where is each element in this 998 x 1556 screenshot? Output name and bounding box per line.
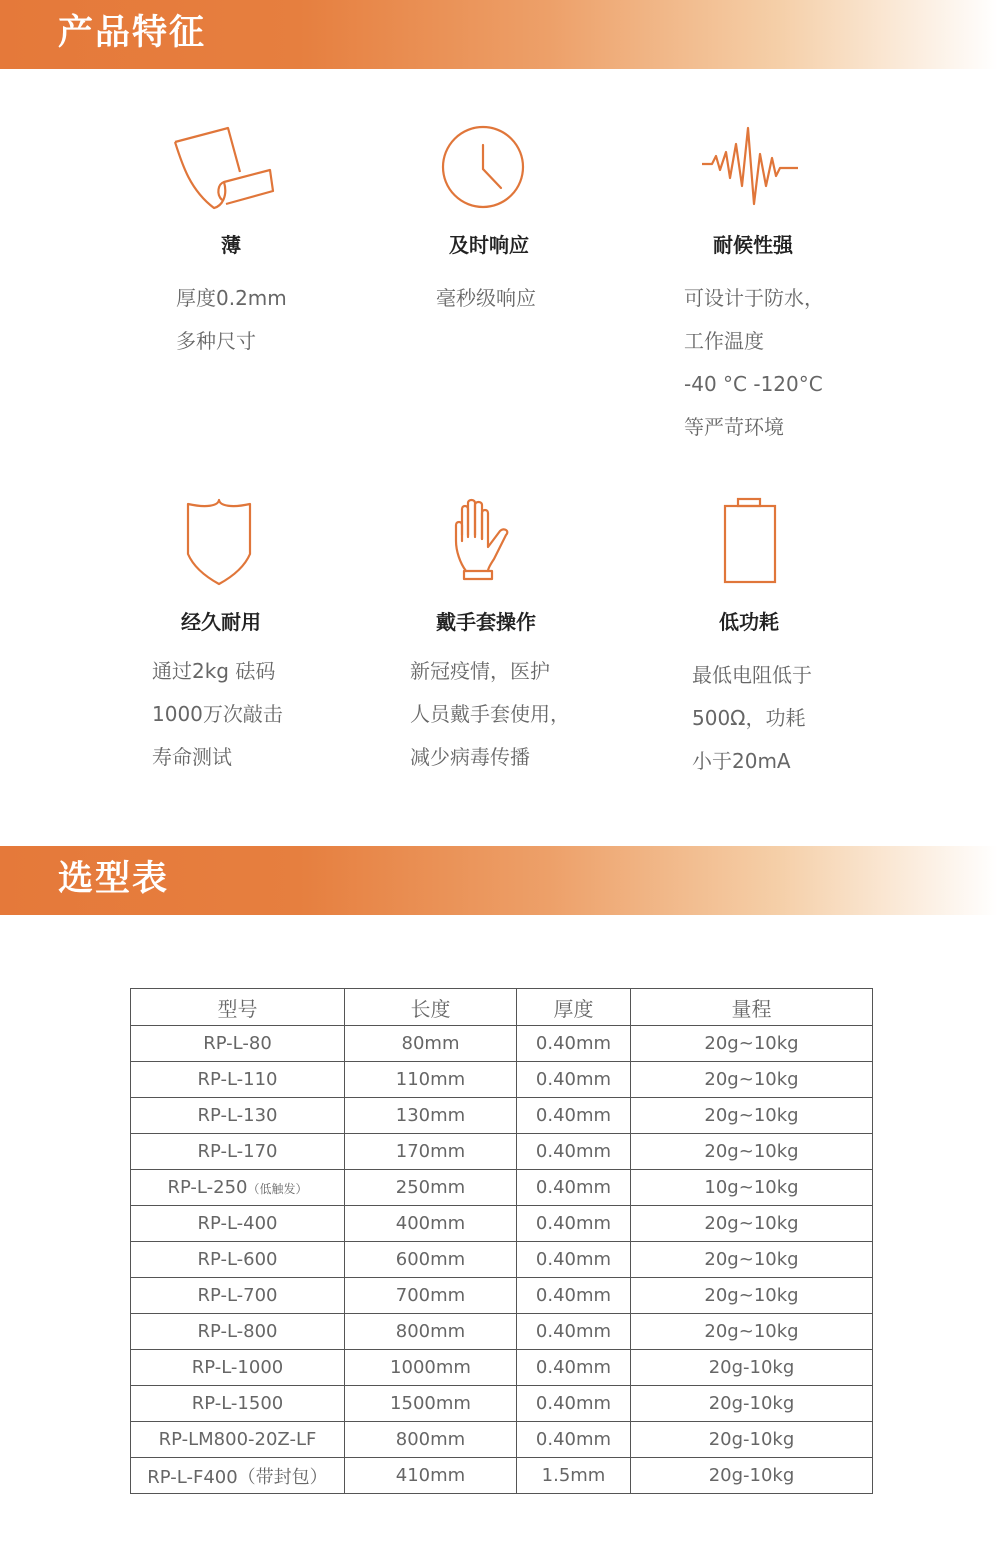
table-row	[131, 1134, 873, 1170]
table-row	[131, 1422, 873, 1458]
length-cell	[345, 1170, 517, 1206]
range-cell	[631, 1026, 873, 1062]
feature-desc-line: -40 °C -120°C	[684, 372, 823, 396]
range-text: 20g~10kg	[704, 1213, 799, 1234]
range-text: 20g~10kg	[704, 1105, 799, 1126]
thickness-text: 0.40mm	[535, 1285, 612, 1306]
feature-desc-line: 小于20mA	[692, 749, 791, 773]
length-cell	[345, 1206, 517, 1242]
length-cell	[345, 1134, 517, 1170]
feature-desc-line: 毫秒级响应	[436, 286, 536, 310]
feature-desc-weather	[684, 277, 824, 449]
table-row	[131, 1278, 873, 1314]
film-roll-icon	[170, 124, 276, 218]
thickness-cell	[517, 1386, 631, 1422]
model-text: RP-L-1000	[191, 1357, 284, 1378]
thickness-cell	[517, 1242, 631, 1278]
table-row	[131, 1062, 873, 1098]
length-text: 1000mm	[390, 1357, 471, 1378]
thickness-text: 0.40mm	[535, 1069, 612, 1090]
feature-desc-line: 等严苛环境	[684, 415, 784, 439]
thickness-text: 0.40mm	[535, 1357, 612, 1378]
range-text: 20g-10kg	[708, 1465, 795, 1486]
model-cell	[131, 1314, 345, 1350]
length-text: 110mm	[395, 1069, 466, 1090]
range-cell	[631, 1386, 873, 1422]
feature-desc-line: 多种尺寸	[176, 329, 256, 353]
model-text: RP-L-700	[197, 1285, 278, 1306]
range-text: 20g-10kg	[708, 1357, 795, 1378]
range-cell	[631, 1206, 873, 1242]
waveform-icon	[700, 124, 800, 214]
model-cell	[131, 1242, 345, 1278]
thickness-cell	[517, 1278, 631, 1314]
table-row	[131, 1098, 873, 1134]
model-cell	[131, 1026, 345, 1062]
feature-title-power: 低功耗	[719, 610, 779, 634]
thickness-cell	[517, 1422, 631, 1458]
feature-desc-thin	[176, 277, 287, 363]
range-text: 20g~10kg	[704, 1141, 799, 1162]
feature-title-response: 及时响应	[449, 233, 529, 257]
length-cell	[345, 1458, 517, 1494]
selection-table	[130, 988, 873, 1494]
length-cell	[345, 1386, 517, 1422]
range-text: 10g~10kg	[704, 1177, 799, 1198]
feature-desc-gloves	[410, 650, 570, 779]
length-cell	[345, 1026, 517, 1062]
thickness-text: 0.40mm	[535, 1429, 612, 1450]
model-cell	[131, 1422, 345, 1458]
model-cell	[131, 1458, 345, 1494]
feature-desc-line: 1000万次敲击	[152, 702, 283, 726]
feature-desc-line: 人员戴手套使用，	[410, 702, 570, 726]
range-cell	[631, 1134, 873, 1170]
model-text: RP-L-1500	[191, 1393, 284, 1414]
model-text: RP-L-F400（带封包）	[147, 1466, 328, 1488]
length-cell	[345, 1098, 517, 1134]
model-text: RP-L-400	[197, 1213, 278, 1234]
selection-section-title: 选型表	[58, 859, 170, 899]
range-cell	[631, 1242, 873, 1278]
glove-icon	[452, 497, 514, 589]
feature-desc-line: 新冠疫情，医护	[410, 659, 550, 683]
model-cell	[131, 1206, 345, 1242]
thickness-cell	[517, 1062, 631, 1098]
table-row	[131, 1458, 873, 1494]
length-text: 800mm	[395, 1429, 466, 1450]
thickness-cell	[517, 1170, 631, 1206]
length-cell	[345, 1242, 517, 1278]
thickness-cell	[517, 1458, 631, 1494]
clock-icon	[440, 124, 526, 214]
table-row	[131, 1386, 873, 1422]
thickness-cell	[517, 1350, 631, 1386]
model-text: RP-L-170	[197, 1141, 278, 1162]
header-thickness: 厚度	[517, 989, 631, 1026]
thickness-text: 0.40mm	[535, 1033, 612, 1054]
feature-desc-line: 最低电阻低于	[692, 663, 812, 687]
features-banner	[0, 0, 998, 69]
length-text: 410mm	[395, 1465, 466, 1486]
model-text: RP-L-80	[203, 1033, 272, 1054]
feature-title-weather: 耐候性强	[713, 233, 793, 257]
range-cell	[631, 1422, 873, 1458]
range-cell	[631, 1062, 873, 1098]
feature-desc-line: 减少病毒传播	[410, 745, 530, 769]
thickness-cell	[517, 1098, 631, 1134]
length-text: 80mm	[401, 1033, 460, 1054]
thickness-text: 0.40mm	[535, 1177, 612, 1198]
thickness-text: 1.5mm	[541, 1465, 606, 1486]
selection-banner	[0, 846, 998, 915]
feature-desc-line: 通过2kg 砝码	[152, 659, 276, 683]
thickness-text: 0.40mm	[535, 1249, 612, 1270]
features-section-title: 产品特征	[58, 13, 207, 53]
length-text: 400mm	[395, 1213, 466, 1234]
range-text: 20g~10kg	[704, 1033, 799, 1054]
model-text: RP-L-110	[197, 1069, 278, 1090]
thickness-text: 0.40mm	[535, 1321, 612, 1342]
feature-title-thin: 薄	[221, 233, 241, 257]
range-cell	[631, 1278, 873, 1314]
range-text: 20g~10kg	[704, 1069, 799, 1090]
model-text: RP-L-600	[197, 1249, 278, 1270]
length-text: 170mm	[395, 1141, 466, 1162]
model-note: （低触发）	[247, 1182, 308, 1196]
model-cell	[131, 1098, 345, 1134]
feature-title-durable: 经久耐用	[181, 610, 261, 634]
table-row	[131, 1314, 873, 1350]
thickness-cell	[517, 1206, 631, 1242]
thickness-text: 0.40mm	[535, 1141, 612, 1162]
feature-desc-line: 寿命测试	[152, 745, 232, 769]
model-cell	[131, 1278, 345, 1314]
feature-desc-power	[692, 654, 812, 783]
range-text: 20g-10kg	[708, 1393, 795, 1414]
range-cell	[631, 1458, 873, 1494]
length-text: 1500mm	[390, 1393, 471, 1414]
range-text: 20g~10kg	[704, 1249, 799, 1270]
range-text: 20g~10kg	[704, 1285, 799, 1306]
length-text: 800mm	[395, 1321, 466, 1342]
range-cell	[631, 1170, 873, 1206]
model-text: RP-L-800	[197, 1321, 278, 1342]
thickness-text: 0.40mm	[535, 1393, 612, 1414]
header-length: 长度	[345, 989, 517, 1026]
length-text: 130mm	[395, 1105, 466, 1126]
model-cell	[131, 1134, 345, 1170]
thickness-cell	[517, 1026, 631, 1062]
model-text: RP-LM800-20Z-LF	[158, 1429, 317, 1450]
range-text: 20g-10kg	[708, 1429, 795, 1450]
model-cell	[131, 1350, 345, 1386]
model-text: RP-L-130	[197, 1105, 278, 1126]
model-cell	[131, 1386, 345, 1422]
length-text: 250mm	[395, 1177, 466, 1198]
thickness-text: 0.40mm	[535, 1213, 612, 1234]
header-model: 型号	[131, 989, 345, 1026]
length-text: 700mm	[395, 1285, 466, 1306]
shield-icon	[184, 498, 254, 590]
range-cell	[631, 1350, 873, 1386]
length-cell	[345, 1062, 517, 1098]
feature-desc-line: 厚度0.2mm	[176, 286, 287, 310]
table-row	[131, 1026, 873, 1062]
header-range: 量程	[631, 989, 873, 1026]
length-cell	[345, 1278, 517, 1314]
table-row	[131, 1206, 873, 1242]
feature-desc-line: 500Ω，功耗	[692, 706, 806, 730]
table-row	[131, 1350, 873, 1386]
battery-icon	[722, 496, 778, 590]
feature-desc-response	[436, 277, 536, 320]
table-header-row	[131, 989, 873, 1026]
thickness-cell	[517, 1314, 631, 1350]
table-body	[131, 1026, 873, 1494]
table-row	[131, 1242, 873, 1278]
range-text: 20g~10kg	[704, 1321, 799, 1342]
length-cell	[345, 1314, 517, 1350]
model-cell	[131, 1170, 345, 1206]
table-row	[131, 1170, 873, 1206]
thickness-text: 0.40mm	[535, 1105, 612, 1126]
model-text: RP-L-250	[167, 1177, 248, 1198]
model-cell	[131, 1062, 345, 1098]
length-cell	[345, 1422, 517, 1458]
length-cell	[345, 1350, 517, 1386]
feature-desc-durable	[152, 650, 283, 779]
feature-desc-line: 工作温度	[684, 329, 764, 353]
length-text: 600mm	[395, 1249, 466, 1270]
range-cell	[631, 1098, 873, 1134]
thickness-cell	[517, 1134, 631, 1170]
range-cell	[631, 1314, 873, 1350]
feature-desc-line: 可设计于防水，	[684, 286, 824, 310]
feature-title-gloves: 戴手套操作	[436, 610, 536, 634]
